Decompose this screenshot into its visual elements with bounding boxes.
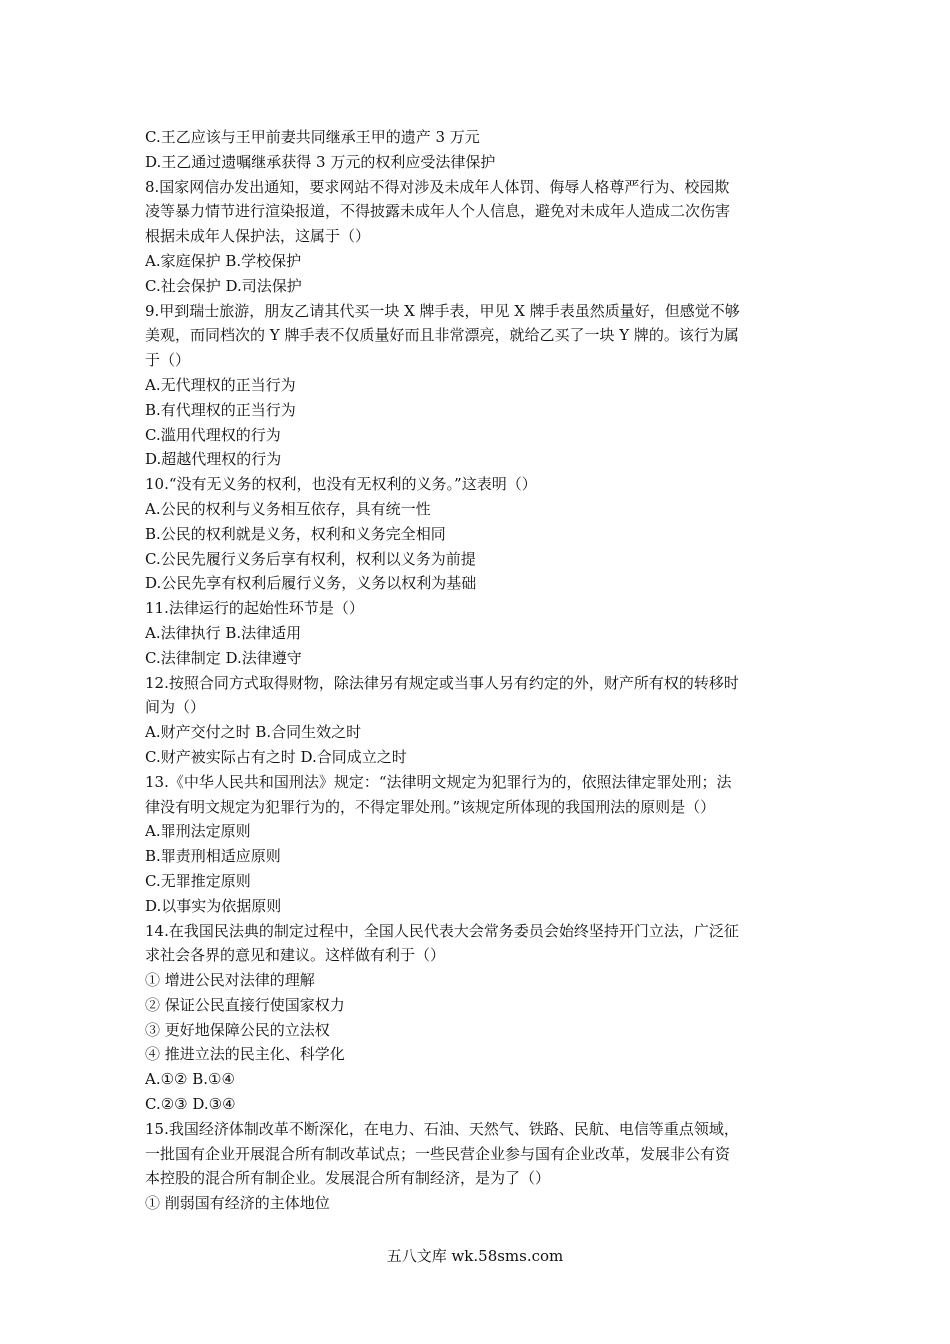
- text-line: 15.我国经济体制改革不断深化，在电力、石油、天然气、铁路、民航、电信等重点领域，: [145, 1119, 739, 1138]
- text-line: ② 保证公民直接行使国家权力: [145, 995, 345, 1014]
- text-line: ① 增进公民对法律的理解: [145, 971, 315, 990]
- text-line: A.公民的权利与义务相互依存，具有统一性: [145, 499, 431, 518]
- text-line: A.罪刑法定原则: [145, 822, 251, 841]
- text-line: B.有代理权的正当行为: [145, 400, 296, 419]
- text-line: 于（）: [145, 351, 191, 370]
- text-line: 13.《中华人民共和国刑法》规定：“法律明文规定为犯罪行为的，依照法律定罪处刑；法: [145, 772, 732, 791]
- text-line: 美观，而同档次的 Y 牌手表不仅质量好而且非常漂亮，就给乙买了一块 Y 牌的。该行为属: [145, 326, 739, 345]
- text-line: 律没有明文规定为犯罪行为的，不得定罪处刑。”该规定所体现的我国刑法的原则是（）: [145, 797, 716, 816]
- text-line: 14.在我国民法典的制定过程中，全国人民代表大会常务委员会始终坚持开门立法，广泛征: [145, 921, 739, 940]
- text-line: ③ 更好地保障公民的立法权: [145, 1020, 330, 1039]
- text-line: D.王乙通过遗嘱继承获得 3 万元的权利应受法律保护: [145, 152, 496, 171]
- text-line: A.①② B.①④: [145, 1070, 235, 1089]
- text-line: A.家庭保护 B.学校保护: [145, 251, 302, 270]
- text-line: C.公民先履行义务后享有权利，权利以义务为前提: [145, 549, 476, 568]
- text-line: C.无罪推定原则: [145, 871, 251, 890]
- text-line: A.无代理权的正当行为: [145, 375, 296, 394]
- text-line: ④ 推进立法的民主化、科学化: [145, 1045, 345, 1064]
- text-line: 本控股的混合所有制企业。发展混合所有制经济，是为了（）: [145, 1169, 551, 1188]
- text-line: D.公民先享有权利后履行义务，义务以权利为基础: [145, 574, 477, 593]
- text-line: 9.甲到瑞士旅游，朋友乙请其代买一块 X 牌手表，甲见 X 牌手表虽然质量好，但感觉不够: [145, 301, 740, 320]
- text-line: 一批国有企业开展混合所有制改革试点；一些民营企业参与国有企业改革，发展非公有资: [145, 1144, 731, 1163]
- text-line: C.法律制定 D.法律遵守: [145, 648, 302, 667]
- text-line: D.超越代理权的行为: [145, 450, 282, 469]
- text-line: 10.“没有无义务的权利，也没有无权利的义务。”这表明（）: [145, 475, 537, 494]
- text-line: 12.按照合同方式取得财物，除法律另有规定或当事人另有约定的外，财产所有权的转移时: [145, 673, 739, 692]
- text-line: C.社会保护 D.司法保护: [145, 276, 302, 295]
- text-line: B.罪责刑相适应原则: [145, 847, 281, 866]
- text-line: 11.法律运行的起始性环节是（）: [145, 599, 364, 618]
- text-line: C.王乙应该与王甲前妻共同继承王甲的遗产 3 万元: [145, 128, 480, 146]
- text-line: 8.国家网信办发出通知，要求网站不得对涉及未成年人体罚、侮辱人格尊严行为、校园欺: [145, 177, 730, 196]
- page-footer: 五八文库 wk.58sms.com: [386, 1247, 564, 1265]
- text-line: 根据未成年人保护法，这属于（）: [145, 227, 371, 246]
- text-line: B.公民的权利就是义务，权利和义务完全相同: [145, 524, 446, 543]
- text-line: 凌等暴力情节进行渲染报道，不得披露未成年人个人信息，避免对未成年人造成二次伤害: [145, 202, 731, 221]
- text-line: C.滥用代理权的行为: [145, 425, 281, 444]
- text-line: 求社会各界的意见和建议。这样做有利于（）: [145, 946, 446, 965]
- text-line: D.以事实为依据原则: [145, 896, 282, 915]
- text-line: 间为（）: [145, 698, 206, 717]
- document-body: [145, 125, 815, 1216]
- text-line: A.法律执行 B.法律适用: [145, 623, 302, 642]
- text-line: C.②③ D.③④: [145, 1095, 236, 1114]
- text-line: ① 削弱国有经济的主体地位: [145, 1194, 330, 1213]
- text-line: C.财产被实际占有之时 D.合同成立之时: [145, 747, 407, 766]
- text-line: A.财产交付之时 B.合同生效之时: [145, 723, 362, 742]
